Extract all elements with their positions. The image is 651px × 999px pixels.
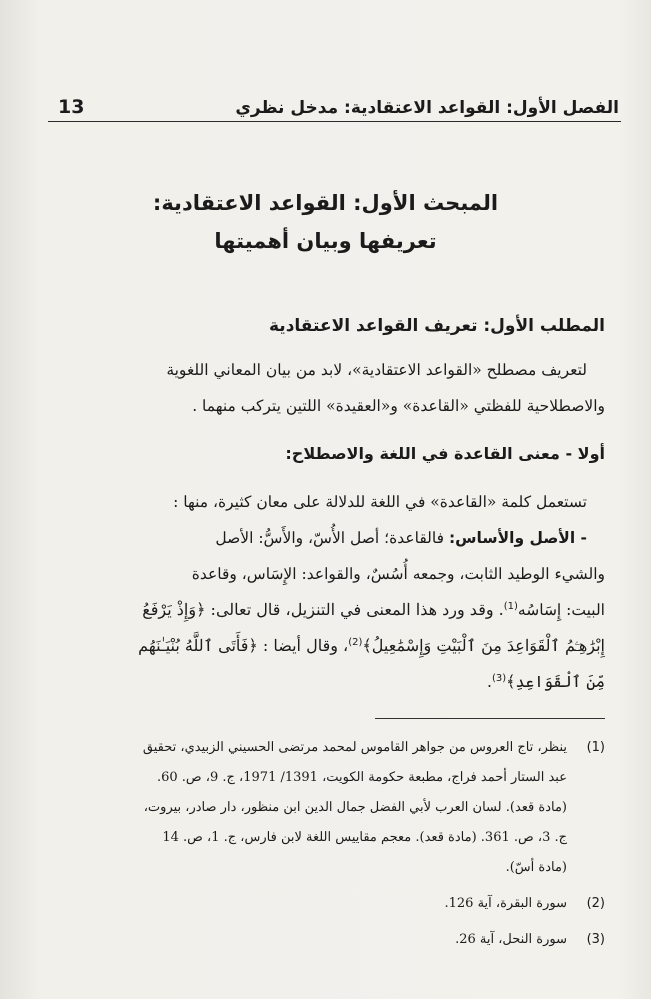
- footnote-line: سورة النحل، آية 26.: [455, 932, 567, 947]
- definition-line-2: [40, 520, 605, 556]
- running-title: الفصل الأول: القواعد الاعتقادية: مدخل نظري: [235, 98, 619, 118]
- footnote-text: [40, 925, 567, 955]
- footnote-line: (مادة قعد). لسان العرب لأبي الفضل جمال الدين ابن منظور، دار صادر، بيروت،: [143, 800, 567, 815]
- footnote-2: [40, 889, 605, 919]
- term-asl-wal-asas: - الأصل والأساس:: [448, 529, 587, 547]
- quran-verse-baqarah: إِبْرَٰهِـۧمُ ٱلْقَوَاعِدَ مِنَ ٱلْبَيْتِ وَإِسْمَٰعِيلُ﴾: [362, 636, 605, 655]
- footnote-3: [40, 925, 605, 955]
- chapter-heading: [50, 186, 601, 258]
- footnote-line: سورة البقرة، آية 126.: [444, 896, 567, 911]
- definition-line-4-text-b: . وقد ورد هذا المعنى في التنزيل، قال تعالى: ﴿وَإِذْ يَرْفَعُ: [142, 600, 504, 619]
- footnote-number: (2): [586, 896, 605, 911]
- definition-line-2-text: فالقاعدة؛ أصل الأُسّ، والأَسُّ: الأصل: [215, 529, 449, 547]
- intro-paragraph: [40, 352, 605, 424]
- quran-verse-nahl: مِّنَ ٱلْقَوَاعِدِ﴾: [506, 672, 605, 691]
- intro-line-2: والاصطلاحية للفظتي «القاعدة» و«العقيدة» اللتين يتركب منهما .: [192, 397, 605, 415]
- definition-line-5: [40, 628, 605, 664]
- definition-line-4: [40, 592, 605, 628]
- intro-line-1: لتعريف مصطلح «القواعد الاعتقادية»، لابد من بيان المعاني اللغوية: [166, 361, 587, 379]
- footnote-line: ينظر، تاج العروس من جواهر القاموس لمحمد مرتضى الحسيني الزبيدي، تحقيق: [142, 740, 567, 755]
- footnote-text: [40, 733, 567, 883]
- footnote-separator: [375, 718, 605, 719]
- definition-line-1: تستعمل كلمة «القاعدة» في اللغة للدلالة على معان كثيرة، منها :: [173, 493, 587, 511]
- footnote-number: (3): [586, 932, 605, 947]
- section-title: المطلب الأول: تعريف القواعد الاعتقادية: [269, 316, 605, 336]
- footnote-line: (مادة أسّ).: [505, 860, 567, 875]
- page-number: 13: [58, 96, 85, 118]
- footnotes: [40, 733, 605, 961]
- running-header: [58, 86, 619, 118]
- footnote-number: (1): [586, 740, 605, 755]
- definition-paragraph: [40, 484, 605, 700]
- definition-line-5-text-b: ، وقال أيضا : ﴿فَأَتَى ٱللَّهُ بُنْيَـٰنَهُم: [138, 636, 349, 655]
- definition-line-6: [40, 664, 605, 700]
- footnote-ref-1[interactable]: (1): [503, 600, 518, 612]
- chapter-title-line2: تعريفها وبيان أهميتها: [214, 229, 437, 253]
- footnote-text: [40, 889, 567, 919]
- footnote-line: ج. 3، ص. 361. (مادة قعد). معجم مقاييس اللغة لابن فارس، ج. 1، ص. 14: [162, 830, 567, 845]
- header-rule: [48, 121, 621, 122]
- definition-line-4-text-a: البيت: إِسَاسُه: [517, 601, 605, 619]
- definition-line-6-end: .: [487, 673, 492, 691]
- chapter-title-line1: المبحث الأول: القواعد الاعتقادية:: [152, 191, 499, 215]
- footnote-ref-2[interactable]: (2): [348, 636, 363, 648]
- footnote-1: [40, 733, 605, 883]
- footnote-line: عبد الستار أحمد فراج، مطبعة حكومة الكويت، 1391/ 1971، ج. 9، ص. 60.: [156, 770, 567, 785]
- footnote-ref-3[interactable]: (3): [491, 672, 507, 684]
- subheading: أولا - معنى القاعدة في اللغة والاصطلاح:: [285, 444, 605, 463]
- definition-line-3: والشيء الوطيد الثابت، وجمعه أُسُسٌ، والقواعد: الإِسَاس، وقاعدة: [191, 565, 605, 583]
